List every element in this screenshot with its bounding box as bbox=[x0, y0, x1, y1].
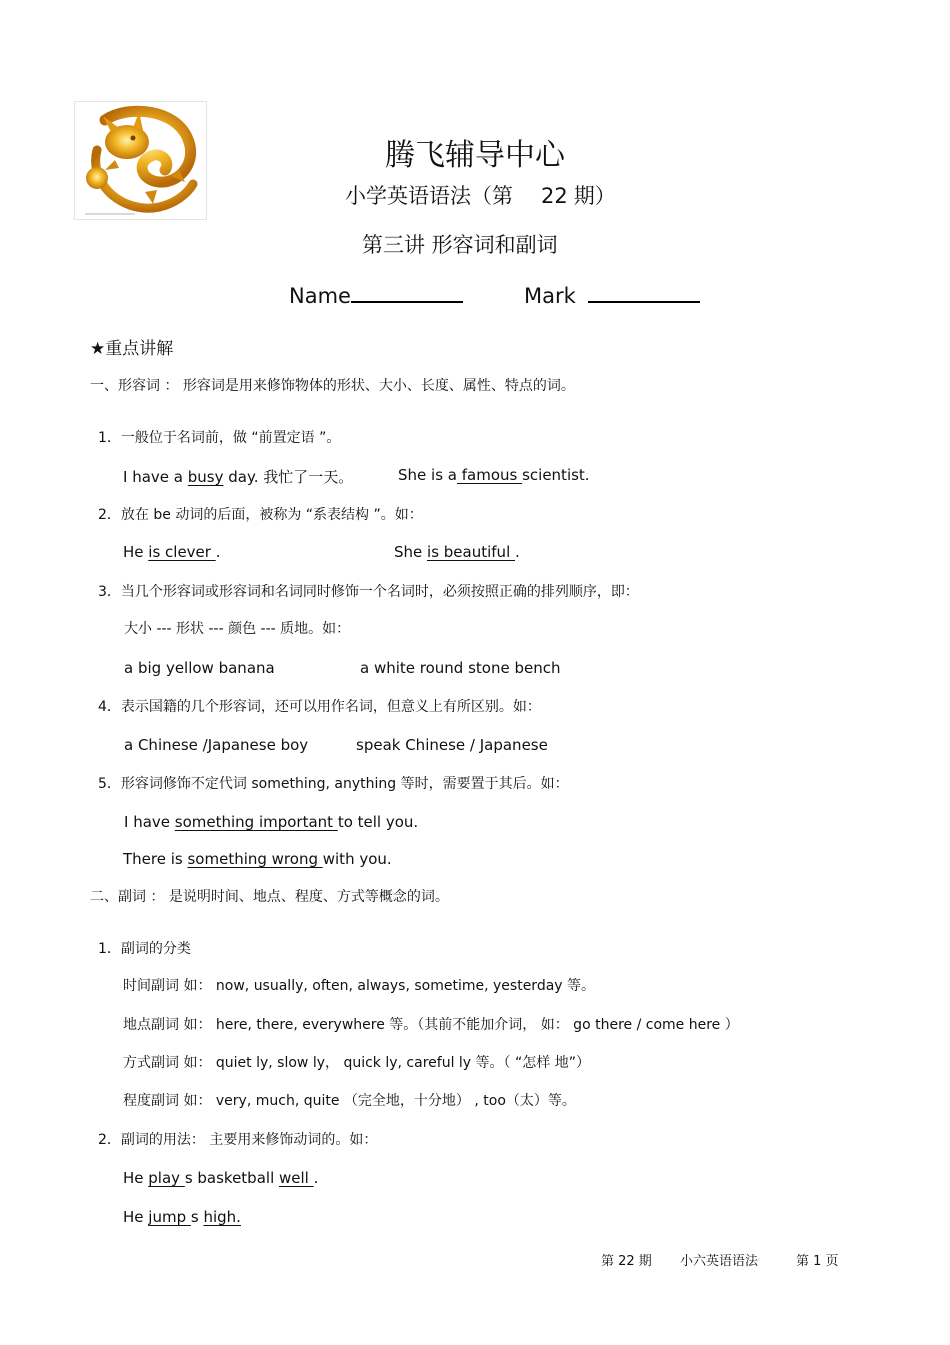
item-3: 3．当几个形容词或形容词和名词同时修饰一个名词时，必须按照正确的排列顺序，即： bbox=[98, 584, 639, 600]
item-2-example-2: She is beautiful . bbox=[394, 543, 520, 561]
name-field: Name bbox=[289, 281, 463, 308]
footer-issue: 第 22 期 bbox=[601, 1254, 652, 1269]
center-title: 腾飞辅导中心 bbox=[385, 138, 565, 173]
adverb-type-manner: 方式副词 如： quiet ly, slow ly， quick ly, careful ly 等。（ “怎样 地”） bbox=[123, 1055, 590, 1071]
part2-example-1: He play s basketball well . bbox=[123, 1169, 319, 1187]
item-4-example-2: speak Chinese / Japanese bbox=[356, 736, 548, 754]
footer-course: 小六英语语法 bbox=[680, 1254, 759, 1269]
item-2: 2．放在 be 动词的后面，被称为 “系表结构 ”。如： bbox=[98, 507, 423, 523]
mark-blank bbox=[588, 281, 700, 303]
item-3-example-1: a big yellow banana bbox=[124, 659, 275, 677]
part1-title: 一、形容词 ： 形容词是用来修饰物体的形状、大小、长度、属性、特点的词。 bbox=[90, 378, 575, 394]
item-5-example-1: I have something important to tell you. bbox=[124, 813, 419, 831]
part2-item-1: 1．副词的分类 bbox=[98, 941, 191, 957]
item-1-example-2: She is a famous scientist. bbox=[398, 466, 590, 484]
adverb-type-degree: 程度副词 如： very, much, quite （完全地，十分地） , too（太）等。 bbox=[123, 1093, 576, 1109]
part2-item-2: 2．副词的用法： 主要用来修饰动词的。如： bbox=[98, 1132, 378, 1148]
item-1: 1．一般位于名词前，做 “前置定语 ”。 bbox=[98, 430, 341, 446]
item-5-example-2: There is something wrong with you. bbox=[123, 850, 392, 868]
item-5: 5．形容词修饰不定代词 something, anything 等时，需要置于其后。如： bbox=[98, 776, 569, 792]
issue-number: 22 bbox=[541, 184, 568, 208]
part2-title: 二、副词 ： 是说明时间、地点、程度、方式等概念的词。 bbox=[90, 889, 449, 905]
item-4: 4．表示国籍的几个形容词，还可以用作名词，但意义上有所区别。如： bbox=[98, 699, 541, 715]
item-4-example-1: a Chinese /Japanese boy bbox=[124, 736, 309, 754]
adverb-type-time: 时间副词 如： now, usually, often, always, sometime, yesterday 等。 bbox=[123, 978, 596, 994]
item-2-example-1: He is clever . bbox=[123, 543, 221, 561]
name-blank bbox=[351, 281, 463, 303]
footer-page: 第 1 页 bbox=[796, 1254, 839, 1269]
item-3-example-2: a white round stone bench bbox=[360, 659, 561, 677]
lecture-title: 第三讲 形容词和副词 bbox=[362, 233, 558, 257]
item-3-order: 大小 --- 形状 --- 颜色 --- 质地。如： bbox=[124, 621, 351, 637]
item-1-example-1: I have a busy day. 我忙了一天。 bbox=[123, 468, 354, 486]
section-heading: ★重点讲解 bbox=[90, 339, 174, 359]
part2-example-2: He jump s high. bbox=[123, 1208, 241, 1226]
adverb-type-place: 地点副词 如： here, there, everywhere 等。（其前不能加介词， 如： go there / come here ） bbox=[123, 1017, 739, 1033]
mark-field: Mark bbox=[524, 281, 700, 308]
subtitle: 小学英语语法（第 22 期） bbox=[345, 184, 616, 208]
